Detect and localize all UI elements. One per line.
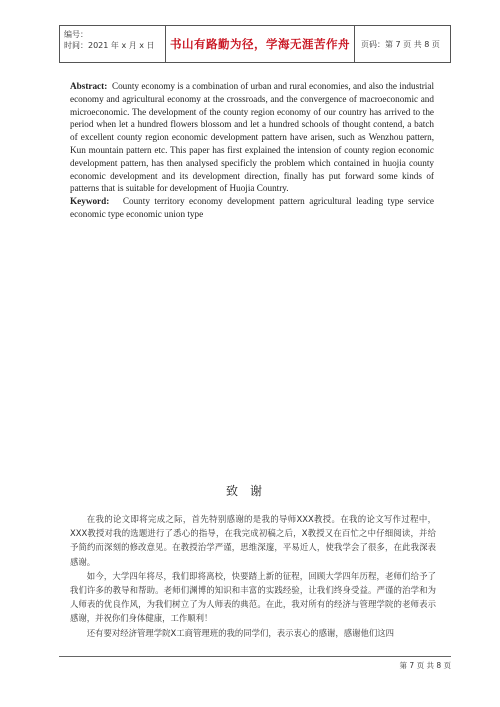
header-motto-cell <box>165 26 355 62</box>
header-number-label: 编号： <box>64 30 88 39</box>
keyword-paragraph <box>70 195 434 221</box>
ack-paragraph: 还有要对经济管理学院X工商管理班的我的同学们，表示衷心的感谢，感谢他们这四 <box>86 627 395 638</box>
acknowledgement-title: 致谢 <box>225 484 274 498</box>
abstract-paragraph <box>70 80 434 195</box>
abstract-label: Abstract: <box>70 81 108 91</box>
footer-divider <box>59 656 451 657</box>
keyword-text: County territory economy development pattern agricultural leading type service economic type economic union type <box>70 196 435 219</box>
header-meta <box>60 26 165 62</box>
abstract-text: County economy is a combination of urban and rural economies, and also the industrial economy and agricultural economy at the crossroads, and the convergence of macroeconomic and microeconomic. The development of the county region economy of our country has arrived to the period when let a hundred flowers blossom and let a hundred schools of thought contend, a batch of excellent county region economic development pattern have arisen, such as Wenzhou pattern, Kun mountain pattern etc. This paper has first explained the intension of county region economic development pattern, has then analysed specificly the problem which contained in huojia county economic development and its development direction, finally has put forward some kinds of patterns that is suitable for development of Huojia Country. <box>70 81 434 194</box>
page-header <box>59 25 451 63</box>
keyword-label: Keyword: <box>70 196 110 207</box>
footer-page-number: 第 7 页 共 8 页 <box>399 661 451 670</box>
header-page-info: 页码：第 7 页 共 8 页 <box>361 39 440 49</box>
header-time-label: 时间：2021 年 x 月 x 日 <box>64 41 155 50</box>
ack-paragraph: 在我的论文即将完成之际，首先特别感谢的是我的导师XXX教授。在我的论文写作过程中，XXX教授对我的选题进行了悉心的指导，在我完成初稿之后，X教授又在百忙之中仔细阅读，并给予简约而深刻的修改意见。在教授治学严谨，思维深邃，平易近人，使我学会了很多，在此我深表感谢。 <box>70 514 436 567</box>
abstract-section <box>70 80 434 221</box>
header-motto: 书山有路勤为径，学海无涯苦作舟 <box>170 37 350 51</box>
ack-paragraph: 如今，大学四年将尽，我们即将离校，快要踏上新的征程，回顾大学四年历程，老师们给予了我们许多的教导和帮助。老师们渊博的知识和丰富的实践经验，让我们终身受益。严谨的治学和为人师表的优良作风，为我们树立了为人师表的典范。在此，我对所有的经济与管理学院的老师表示感谢，并祝你们身体健康，工作顺利！ <box>70 570 436 624</box>
acknowledgement-body <box>70 512 436 640</box>
